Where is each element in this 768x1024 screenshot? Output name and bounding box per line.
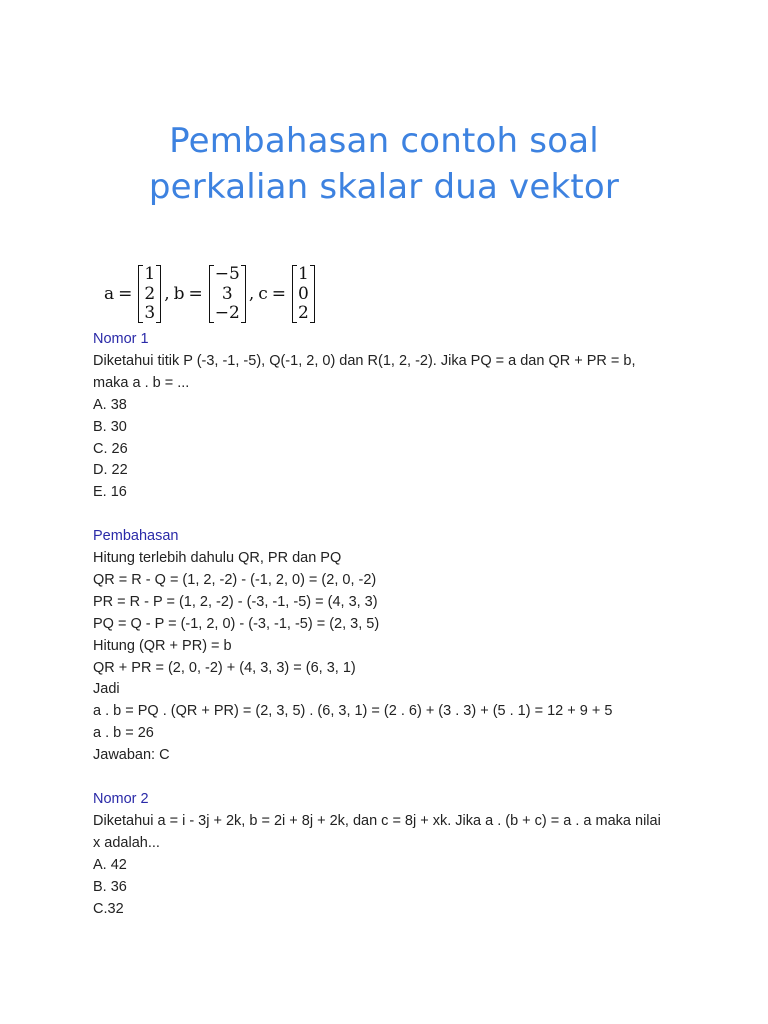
vector-a-matrix bbox=[138, 265, 161, 323]
vector-b-name: b bbox=[173, 284, 185, 304]
solution-line: QR + PR = (2, 0, -2) + (4, 3, 3) = (6, 3, 1) bbox=[93, 659, 356, 676]
page-title bbox=[0, 118, 768, 210]
spacer bbox=[93, 767, 693, 789]
solution-line: Hitung terlebih dahulu QR, PR dan PQ bbox=[93, 550, 342, 567]
vector-a-cell: 3 bbox=[144, 303, 156, 323]
option-a: A. 42 bbox=[93, 856, 127, 873]
solution-line: PR = R - P = (1, 2, -2) - (-3, -1, -5) = (4, 3, 3) bbox=[93, 593, 378, 610]
solution-line: a . b = 26 bbox=[93, 725, 154, 742]
solution-line: PQ = Q - P = (-1, 2, 0) - (-3, -1, -5) = (2, 3, 5) bbox=[93, 615, 380, 632]
option-d: D. 22 bbox=[93, 462, 128, 479]
solution-line: QR = R - Q = (1, 2, -2) - (-1, 2, 0) = (2, 0, -2) bbox=[93, 571, 377, 588]
solution-line: a . b = PQ . (QR + PR) = (2, 3, 5) . (6, 3, 1) = (2 . 6) + (3 . 3) + (5 . 1) = 12 + 9 + 5 bbox=[93, 703, 613, 720]
pembahasan-heading: Pembahasan bbox=[93, 528, 179, 545]
comma: , bbox=[248, 284, 255, 304]
equals-sign: = bbox=[188, 284, 203, 304]
vector-c-cell: 2 bbox=[298, 303, 309, 323]
option-a: A. 38 bbox=[93, 396, 127, 413]
nomor-2-heading: Nomor 2 bbox=[93, 791, 149, 807]
vector-b-cell: −5 bbox=[214, 264, 240, 284]
equals-sign: = bbox=[118, 284, 133, 304]
vector-b-cell: 3 bbox=[221, 283, 233, 304]
answer-line: Jawaban: C bbox=[93, 747, 170, 764]
option-c: C.32 bbox=[93, 900, 124, 917]
question-2-line-1: Diketahui a = i - 3j + 2k, b = 2i + 8j + 2k, dan c = 8j + xk. Jika a . (b + c) = a . a maka nilai bbox=[93, 812, 661, 829]
spacer bbox=[93, 504, 693, 526]
question-2-line-2: x adalah... bbox=[93, 834, 160, 851]
solution-line: Hitung (QR + PR) = b bbox=[93, 637, 232, 654]
nomor-1-heading: Nomor 1 bbox=[93, 331, 149, 347]
document-body bbox=[93, 329, 693, 920]
vector-c-matrix bbox=[292, 265, 315, 323]
equals-sign: = bbox=[271, 284, 287, 304]
option-c: C. 26 bbox=[93, 440, 128, 457]
title-line-1: Pembahasan contoh soal bbox=[169, 121, 599, 161]
vector-definitions bbox=[104, 264, 315, 324]
vector-c-cell: 0 bbox=[298, 283, 309, 304]
question-1-line-2: maka a . b = ... bbox=[93, 374, 190, 391]
vector-a-cell: 1 bbox=[144, 264, 156, 284]
option-b: B. 30 bbox=[93, 418, 127, 435]
vector-b-cell: −2 bbox=[214, 303, 240, 323]
comma: , bbox=[164, 284, 170, 304]
vector-b-matrix bbox=[209, 265, 246, 323]
vector-a-cell: 2 bbox=[144, 283, 156, 304]
question-1-line-1: Diketahui titik P (-3, -1, -5), Q(-1, 2, 0) dan R(1, 2, -2). Jika PQ = a dan QR + PR = b, bbox=[93, 352, 636, 369]
vector-a-name: a bbox=[104, 284, 115, 304]
vector-c-name: c bbox=[258, 284, 268, 304]
option-e: E. 16 bbox=[93, 484, 127, 501]
title-line-2: perkalian skalar dua vektor bbox=[148, 167, 620, 207]
solution-line: Jadi bbox=[93, 681, 120, 698]
option-b: B. 36 bbox=[93, 878, 127, 895]
vector-c-cell: 1 bbox=[298, 264, 309, 284]
